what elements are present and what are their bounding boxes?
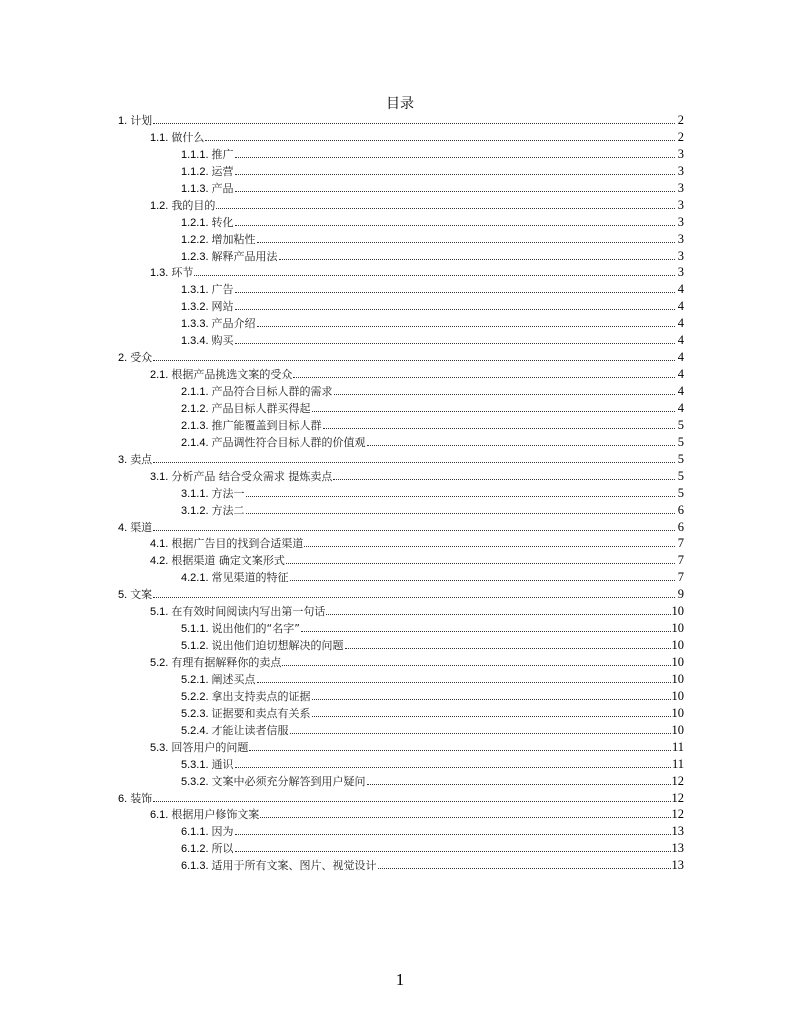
toc-entry-number: 5.1. bbox=[150, 606, 169, 619]
toc-entry[interactable] bbox=[118, 248, 684, 265]
dot-leader bbox=[205, 140, 675, 141]
toc-entry-page: 3 bbox=[677, 163, 684, 178]
toc-entry-page: 4 bbox=[677, 299, 684, 314]
dot-leader bbox=[153, 360, 675, 361]
toc-entry-label: 产品介绍 bbox=[211, 317, 256, 331]
toc-entry-label: 产品调性符合目标人群的价值观 bbox=[211, 435, 366, 449]
toc-entry[interactable] bbox=[118, 366, 684, 383]
dot-leader bbox=[290, 580, 675, 581]
toc-entry-number: 3.1.2. bbox=[181, 504, 209, 517]
toc-entry-page: 10 bbox=[671, 722, 684, 737]
toc-entry-number: 2.1.1. bbox=[181, 386, 209, 398]
toc-entry-number: 2.1.4. bbox=[181, 436, 209, 449]
toc-entry-label: 所以 bbox=[211, 842, 234, 856]
toc-entry[interactable] bbox=[118, 146, 684, 163]
toc-entry-page: 3 bbox=[677, 248, 684, 263]
toc-entry-page: 3 bbox=[677, 180, 684, 195]
toc-entry-number: 5.3.1. bbox=[181, 758, 209, 771]
dot-leader bbox=[257, 242, 675, 243]
toc-entry-page: 13 bbox=[671, 858, 684, 873]
toc-entry[interactable] bbox=[118, 281, 684, 298]
toc-entry-page: 10 bbox=[671, 688, 684, 703]
toc-entry-number: 1.3.4. bbox=[181, 335, 209, 348]
toc-entry-label: 运营 bbox=[211, 164, 234, 178]
toc-entry[interactable] bbox=[118, 434, 684, 451]
dot-leader bbox=[235, 191, 675, 192]
toc-entry-page: 4 bbox=[677, 384, 684, 398]
toc-entry[interactable] bbox=[118, 112, 684, 129]
dot-leader bbox=[378, 868, 671, 869]
toc-entry-number: 5.2.2. bbox=[181, 690, 209, 703]
toc-entry-number: 2.1. bbox=[150, 369, 169, 382]
toc-entry-page: 7 bbox=[677, 536, 684, 551]
toc-entry-number: 5.3.2. bbox=[181, 775, 209, 788]
toc-entry-page: 6 bbox=[677, 502, 684, 517]
toc-entry[interactable] bbox=[118, 349, 684, 366]
toc-entry-number: 5.2.1. bbox=[181, 673, 209, 686]
toc-entry-number: 1.1.1. bbox=[181, 148, 209, 161]
toc-entry-page: 10 bbox=[671, 705, 684, 720]
toc-entry[interactable] bbox=[118, 705, 684, 722]
dot-leader bbox=[293, 377, 675, 378]
toc-entry-page: 7 bbox=[677, 553, 684, 568]
toc-entry[interactable] bbox=[118, 400, 684, 417]
toc-entry-label: 通识 bbox=[211, 757, 234, 771]
toc-entry-page: 11 bbox=[671, 739, 684, 754]
toc-entry-number: 1.1.2. bbox=[181, 165, 209, 178]
toc-entry[interactable] bbox=[118, 773, 684, 790]
dot-leader bbox=[235, 851, 671, 852]
toc-entry[interactable] bbox=[118, 163, 684, 180]
toc-entry[interactable] bbox=[118, 671, 684, 688]
dot-leader bbox=[323, 428, 675, 429]
dot-leader bbox=[246, 496, 675, 497]
toc-entry-number: 1.2. bbox=[150, 199, 169, 212]
toc-entry-number: 6.1.2. bbox=[181, 843, 209, 856]
toc-entry-page: 5 bbox=[677, 451, 684, 466]
dot-leader bbox=[367, 784, 671, 785]
toc-entry-label: 解释产品用法 bbox=[211, 249, 278, 263]
toc-entry-label: 方法一 bbox=[211, 486, 245, 500]
toc-entry-label: 我的目的 bbox=[171, 198, 216, 212]
toc-entry-number: 3. bbox=[118, 453, 128, 466]
dot-leader bbox=[282, 665, 670, 666]
toc-entry-label: 证据要和卖点有关系 bbox=[211, 706, 311, 720]
toc-entry-page: 10 bbox=[671, 655, 684, 669]
toc-entry-number: 4. bbox=[118, 521, 128, 534]
toc-entry-label: 文案 bbox=[130, 588, 153, 602]
toc-entry-number: 5.2.3. bbox=[181, 707, 209, 720]
toc-entry-label: 说出他们的“名字” bbox=[211, 622, 300, 636]
toc-entry[interactable] bbox=[118, 722, 684, 739]
toc-entry-page: 3 bbox=[677, 214, 684, 229]
toc-entry-page: 3 bbox=[677, 146, 684, 161]
dot-leader bbox=[260, 817, 670, 818]
toc-entry-number: 1.3.1. bbox=[181, 284, 209, 297]
toc-entry-page: 2 bbox=[677, 113, 684, 127]
toc-entry-number: 1.1.3. bbox=[181, 182, 209, 195]
toc-entry-label: 增加粘性 bbox=[211, 232, 256, 246]
dot-leader bbox=[367, 445, 675, 446]
toc-entry-number: 1.3.3. bbox=[181, 318, 209, 331]
toc-entry[interactable] bbox=[118, 180, 684, 197]
toc-entry[interactable] bbox=[118, 332, 684, 349]
toc-entry[interactable] bbox=[118, 569, 684, 586]
toc-entry-page: 10 bbox=[671, 621, 684, 636]
dot-leader bbox=[312, 699, 671, 700]
dot-leader bbox=[290, 733, 671, 734]
dot-leader bbox=[235, 292, 675, 293]
toc-entry[interactable] bbox=[118, 790, 684, 807]
toc-entry-page: 13 bbox=[671, 824, 684, 839]
page-title: 目录 bbox=[386, 96, 414, 112]
toc-entry-page: 10 bbox=[671, 638, 684, 653]
toc-entry-page: 4 bbox=[677, 350, 684, 365]
toc-entry-number: 6. bbox=[118, 792, 128, 805]
toc-entry-page: 4 bbox=[677, 316, 684, 331]
toc-entry-page: 5 bbox=[677, 468, 684, 483]
toc-entry-number: 5.2.4. bbox=[181, 724, 209, 737]
toc-entry[interactable] bbox=[118, 264, 684, 281]
toc-entry-number: 1.3.2. bbox=[181, 301, 209, 314]
toc-entry-number: 5.1.1. bbox=[181, 623, 209, 636]
toc-entry[interactable] bbox=[118, 231, 684, 248]
toc-entry-label: 在有效时间阅读内写出第一句话 bbox=[171, 605, 326, 619]
toc-entry[interactable] bbox=[118, 739, 684, 756]
toc-entry-number: 4.1. bbox=[150, 538, 169, 551]
toc-entry-number: 5. bbox=[118, 589, 128, 602]
toc-entry-label: 装饰 bbox=[130, 791, 153, 805]
toc-entry-label: 网站 bbox=[211, 300, 234, 314]
toc-entry-label: 转化 bbox=[211, 215, 234, 229]
toc-entry[interactable] bbox=[118, 535, 684, 552]
toc-entry-number: 5.2. bbox=[150, 657, 169, 669]
dot-leader bbox=[235, 225, 675, 226]
dot-leader bbox=[153, 123, 675, 124]
toc-entry[interactable] bbox=[118, 603, 684, 620]
toc-entry-label: 卖点 bbox=[130, 452, 153, 466]
dot-leader bbox=[235, 767, 671, 768]
dot-leader bbox=[286, 563, 675, 564]
toc-entry[interactable] bbox=[118, 586, 684, 603]
toc-entry-label: 渠道 bbox=[130, 520, 153, 534]
dot-leader bbox=[312, 411, 675, 412]
toc-entry-page: 6 bbox=[677, 519, 684, 534]
toc-entry-label: 有理有据解释你的卖点 bbox=[171, 656, 282, 669]
toc-entry-page: 12 bbox=[671, 773, 684, 788]
toc-entry-label: 推广 bbox=[211, 147, 234, 161]
toc-entry-label: 根据产品挑选文案的受众 bbox=[171, 368, 293, 382]
table-of-contents bbox=[118, 112, 684, 874]
toc-entry-page: 7 bbox=[677, 570, 684, 585]
toc-entry[interactable] bbox=[118, 485, 684, 502]
dot-leader bbox=[279, 259, 675, 260]
toc-entry-label: 回答用户的问题 bbox=[171, 740, 249, 754]
toc-entry-page: 2 bbox=[677, 129, 684, 144]
dot-leader bbox=[334, 394, 675, 395]
toc-entry-label: 分析产品 结合受众需求 提炼卖点 bbox=[171, 469, 333, 483]
toc-entry[interactable] bbox=[118, 298, 684, 315]
toc-entry[interactable] bbox=[118, 840, 684, 857]
toc-entry[interactable] bbox=[118, 315, 684, 332]
toc-entry-label: 产品 bbox=[211, 181, 234, 195]
dot-leader bbox=[216, 208, 675, 209]
toc-entry[interactable] bbox=[118, 451, 684, 468]
dot-leader bbox=[235, 174, 675, 175]
toc-entry-number: 5.1.2. bbox=[181, 640, 209, 653]
toc-entry-number: 6.1.3. bbox=[181, 860, 209, 873]
toc-entry[interactable] bbox=[118, 468, 684, 485]
dot-leader bbox=[326, 614, 670, 615]
toc-entry-number: 4.2.1. bbox=[181, 572, 209, 585]
toc-entry-number: 3.1. bbox=[150, 470, 169, 483]
toc-entry-label: 根据渠道 确定文案形式 bbox=[171, 554, 285, 568]
toc-entry-page: 4 bbox=[677, 282, 684, 297]
toc-entry[interactable] bbox=[118, 417, 684, 434]
toc-entry[interactable] bbox=[118, 806, 684, 823]
toc-entry[interactable] bbox=[118, 620, 684, 637]
toc-entry-page: 12 bbox=[671, 790, 684, 805]
toc-entry-label: 计划 bbox=[130, 114, 153, 127]
toc-entry[interactable] bbox=[118, 857, 684, 874]
toc-entry-page: 9 bbox=[677, 587, 684, 602]
toc-entry-page: 3 bbox=[677, 197, 684, 212]
toc-entry-label: 根据广告目的找到合适渠道 bbox=[171, 537, 304, 551]
toc-entry-page: 11 bbox=[671, 756, 684, 771]
toc-entry-number: 6.1.1. bbox=[181, 826, 209, 839]
dot-leader bbox=[235, 834, 671, 835]
dot-leader bbox=[257, 682, 671, 683]
toc-entry[interactable] bbox=[118, 688, 684, 705]
toc-entry-page: 3 bbox=[677, 265, 684, 280]
toc-entry-label: 产品目标人群买得起 bbox=[211, 401, 311, 415]
toc-entry-label: 才能让读者信服 bbox=[211, 723, 289, 737]
dot-leader bbox=[304, 546, 675, 547]
toc-entry[interactable] bbox=[118, 654, 684, 671]
toc-entry-page: 4 bbox=[677, 367, 684, 382]
toc-entry-label: 受众 bbox=[130, 351, 153, 365]
toc-entry-label: 做什么 bbox=[171, 130, 205, 144]
dot-leader bbox=[312, 716, 671, 717]
toc-entry-page: 4 bbox=[677, 333, 684, 348]
toc-entry-number: 5.3. bbox=[150, 741, 169, 754]
toc-entry-number: 1.2.2. bbox=[181, 233, 209, 246]
toc-entry[interactable] bbox=[118, 637, 684, 654]
toc-entry[interactable] bbox=[118, 756, 684, 773]
toc-entry[interactable] bbox=[118, 129, 684, 146]
toc-entry-number: 1.1. bbox=[150, 131, 169, 144]
toc-entry[interactable] bbox=[118, 519, 684, 536]
dot-leader bbox=[153, 801, 670, 802]
toc-entry-label: 推广能覆盖到目标人群 bbox=[211, 418, 322, 432]
dot-leader bbox=[257, 326, 675, 327]
toc-entry-label: 根据用户修饰文案 bbox=[171, 808, 260, 822]
toc-entry-label: 产品符合目标人群的需求 bbox=[211, 385, 333, 398]
toc-entry-number: 3.1.1. bbox=[181, 487, 209, 500]
dot-leader bbox=[153, 462, 675, 463]
dot-leader bbox=[153, 597, 675, 598]
toc-entry-label: 常见渠道的特征 bbox=[211, 571, 289, 585]
dot-leader bbox=[249, 750, 671, 751]
toc-entry-label: 阐述买点 bbox=[211, 672, 256, 686]
toc-entry[interactable] bbox=[118, 502, 684, 519]
toc-entry-page: 5 bbox=[677, 417, 684, 432]
toc-entry-page: 10 bbox=[671, 604, 684, 619]
toc-entry-label: 因为 bbox=[211, 825, 234, 839]
toc-entry-page: 3 bbox=[677, 231, 684, 246]
toc-entry-number: 1. bbox=[118, 115, 128, 127]
toc-entry[interactable] bbox=[118, 383, 684, 400]
toc-entry-page: 12 bbox=[671, 807, 684, 822]
toc-entry-label: 方法二 bbox=[211, 503, 245, 517]
toc-entry-page: 5 bbox=[677, 485, 684, 500]
toc-entry-number: 4.2. bbox=[150, 555, 169, 568]
dot-leader bbox=[235, 157, 675, 158]
toc-entry-label: 适用于所有文案、图片、视觉设计 bbox=[211, 859, 377, 873]
dot-leader bbox=[345, 648, 671, 649]
toc-entry[interactable] bbox=[118, 552, 684, 569]
toc-entry-page: 4 bbox=[677, 400, 684, 415]
toc-entry[interactable] bbox=[118, 823, 684, 840]
toc-entry-number: 2.1.2. bbox=[181, 402, 209, 415]
dot-leader bbox=[301, 631, 671, 632]
dot-leader bbox=[194, 275, 675, 276]
toc-entry-label: 拿出支持卖点的证据 bbox=[211, 689, 311, 703]
dot-leader bbox=[235, 343, 675, 344]
dot-leader bbox=[153, 530, 675, 531]
page-number: 1 bbox=[395, 970, 405, 989]
toc-entry-number: 1.2.3. bbox=[181, 250, 209, 263]
toc-entry-number: 2.1.3. bbox=[181, 419, 209, 432]
toc-entry-page: 10 bbox=[671, 671, 684, 686]
toc-entry-label: 文案中必须充分解答到用户疑问 bbox=[211, 774, 366, 788]
toc-entry-page: 13 bbox=[671, 841, 684, 856]
toc-entry-label: 广告 bbox=[211, 283, 234, 297]
toc-entry-label: 说出他们迫切想解决的问题 bbox=[211, 639, 344, 653]
toc-entry[interactable] bbox=[118, 197, 684, 214]
toc-entry-label: 环节 bbox=[171, 266, 194, 280]
toc-entry-number: 6.1. bbox=[150, 809, 169, 822]
dot-leader bbox=[235, 309, 675, 310]
toc-entry-number: 1.2.1. bbox=[181, 216, 209, 229]
dot-leader bbox=[333, 479, 675, 480]
dot-leader bbox=[246, 513, 675, 514]
toc-entry-number: 2. bbox=[118, 352, 128, 365]
toc-entry[interactable] bbox=[118, 214, 684, 231]
toc-entry-page: 5 bbox=[677, 434, 684, 449]
toc-entry-label: 购买 bbox=[211, 334, 234, 348]
toc-entry-number: 1.3. bbox=[150, 267, 169, 280]
